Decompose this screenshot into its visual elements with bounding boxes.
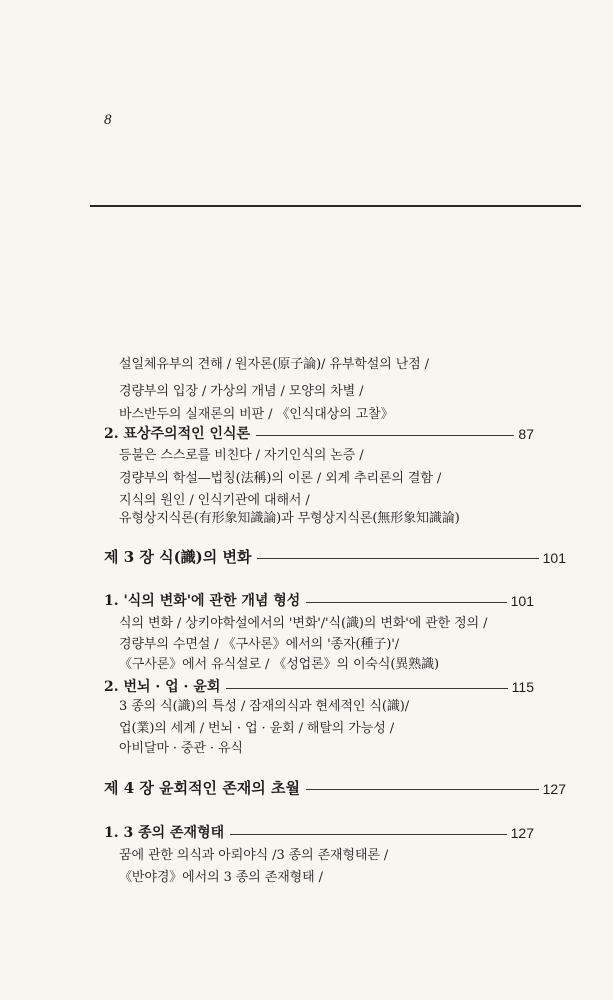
- toc-section-title: 2. 번뇌 · 업 · 윤회: [104, 679, 221, 695]
- toc-leader-line: [306, 789, 539, 790]
- toc-section-title: 1. '식의 변화'에 관한 개념 형성: [104, 593, 301, 609]
- toc-subtopics-line: 설일체유부의 견해 / 원자론(原子論)/ 유부학설의 난점 /: [119, 357, 429, 372]
- page-number: 8: [104, 112, 112, 128]
- toc-subtopics-line: 꿈에 관한 의식과 아뢰야식 /3 종의 존재형태론 /: [119, 848, 389, 863]
- toc-subtopics-line: 《반야경》에서의 3 종의 존재형태 /: [119, 870, 323, 885]
- toc-section-title: 1. 3 종의 존재형태: [104, 825, 225, 841]
- toc-leader-line: [256, 435, 514, 436]
- toc-page-number: 101: [510, 593, 534, 609]
- toc-subtopics-line: 유형상지식론(有形象知識論)과 무형상지식론(無形象知識論): [119, 511, 460, 526]
- toc-section-entry[interactable]: [104, 680, 534, 694]
- toc-chapter-title: 제 4 장 윤회적인 존재의 초월: [104, 779, 300, 797]
- toc-section-entry[interactable]: [104, 427, 534, 441]
- header-rule: [90, 205, 581, 207]
- toc-subtopics-line: 식의 변화 / 상키야학설에서의 '변화'/'식(識)의 변화'에 관한 정의 /: [119, 616, 488, 631]
- toc-chapter-title: 제 3 장 식(識)의 변화: [104, 548, 252, 566]
- toc-leader-line: [306, 602, 506, 603]
- toc-subtopics-line: 3 종의 식(識)의 특성 / 잠재의식과 현세적인 식(識)/: [119, 699, 409, 714]
- toc-page-number: 87: [518, 426, 534, 442]
- toc-subtopics-line: 업(業)의 세계 / 번뇌 · 업 · 윤회 / 해탈의 가능성 /: [119, 721, 394, 736]
- toc-subtopics-line: 경량부의 학설—법칭(法稱)의 이론 / 외계 추리론의 결함 /: [119, 471, 442, 486]
- toc-page-number: 115: [511, 679, 534, 695]
- toc-subtopics-line: 바스반두의 실재론의 비판 / 《인식대상의 고찰》: [119, 407, 394, 422]
- toc-subtopics-line: 등불은 스스로를 비친다 / 자기인식의 논증 /: [119, 448, 364, 463]
- toc-leader-line: [257, 558, 538, 559]
- toc-section-title: 2. 표상주의적인 인식론: [104, 426, 251, 442]
- toc-subtopics-line: 경량부의 입장 / 가상의 개념 / 모양의 차별 /: [119, 384, 364, 399]
- toc-chapter-entry[interactable]: [104, 781, 566, 796]
- toc-leader-line: [226, 688, 507, 689]
- toc-subtopics-line: 아비달마 · 중관 · 유식: [119, 741, 243, 756]
- toc-page-number: 101: [542, 549, 566, 566]
- toc-page-number: 127: [510, 825, 534, 841]
- toc-subtopics-line: 《구사론》에서 유식설로 / 《성업론》의 이숙식(異熟識): [119, 657, 439, 672]
- toc-section-entry[interactable]: [104, 826, 534, 840]
- toc-leader-line: [230, 834, 507, 835]
- toc-subtopics-line: 지식의 원인 / 인식기관에 대해서 /: [119, 493, 310, 508]
- toc-section-entry[interactable]: [104, 594, 534, 608]
- toc-page-number: 127: [542, 780, 566, 797]
- toc-subtopics-line: 경량부의 수면설 / 《구사론》에서의 '종자(種子)'/: [119, 637, 400, 652]
- toc-chapter-entry[interactable]: [104, 550, 566, 565]
